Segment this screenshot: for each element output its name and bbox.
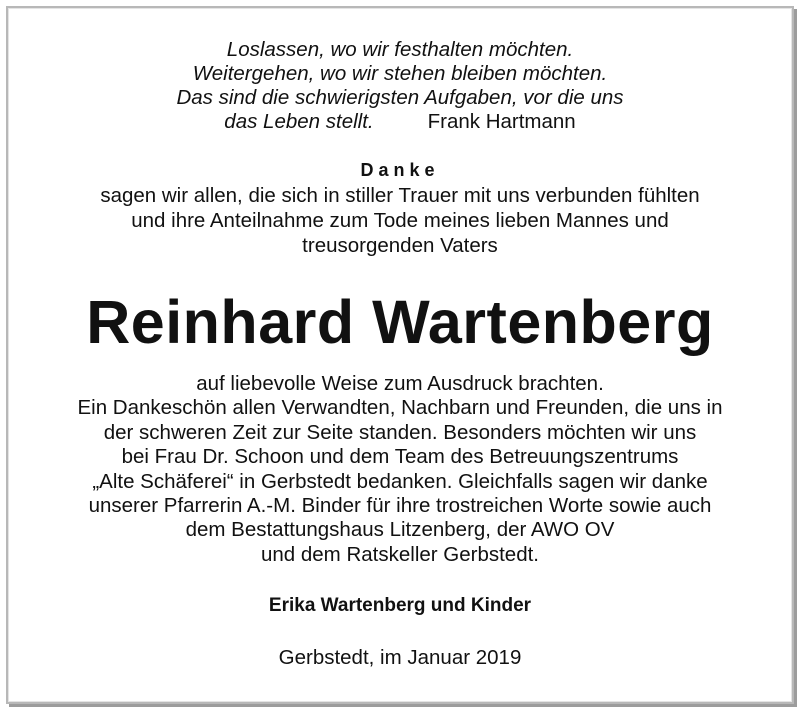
body-line: Ein Dankeschön allen Verwandten, Nachbarn und Freunden, die uns in <box>77 396 723 420</box>
poem-line-last <box>0 110 800 134</box>
poem-line: Loslassen, wo wir festhalten möchten. <box>226 38 574 61</box>
signature: Erika Wartenberg und Kinder <box>268 595 532 616</box>
thanks-body <box>0 372 800 567</box>
intro-line: und ihre Anteilnahme zum Tode meines lieben Mannes und <box>131 209 669 232</box>
intro-line: sagen wir allen, die sich in stiller Trauer mit uns verbunden fühlten <box>100 184 700 207</box>
intro-line: treusorgenden Vaters <box>302 234 498 257</box>
body-line: auf liebevolle Weise zum Ausdruck brachten. <box>196 372 604 395</box>
deceased-name: Reinhard Wartenberg <box>86 288 714 356</box>
thanks-heading: Danke <box>360 160 440 180</box>
body-line: dem Bestattungshaus Litzenberg, der AWO OV <box>185 518 615 542</box>
place-date: Gerbstedt, im Januar 2019 <box>278 646 522 669</box>
poem-line: Weitergehen, wo wir stehen bleiben möchten. <box>192 62 608 85</box>
thanks-intro <box>0 183 800 258</box>
body-line: bei Frau Dr. Schoon und dem Team des Betreuungszentrums <box>121 445 679 469</box>
poem-line-text: das Leben stellt. <box>224 110 374 133</box>
body-line: „Alte Schäferei“ in Gerbstedt bedanken. Gleichfalls sagen wir danke <box>92 469 708 493</box>
poem-line: Das sind die schwierigsten Aufgaben, vor die uns <box>176 86 624 109</box>
poem-author: Frank Hartmann <box>427 110 576 133</box>
body-line: der schweren Zeit zur Seite standen. Besonders möchten wir uns <box>103 420 697 444</box>
poem-quote <box>0 38 800 134</box>
body-line: unserer Pfarrerin A.-M. Binder für ihre trostreichen Worte sowie auch <box>88 494 712 518</box>
body-line: und dem Ratskeller Gerbstedt. <box>260 542 540 566</box>
